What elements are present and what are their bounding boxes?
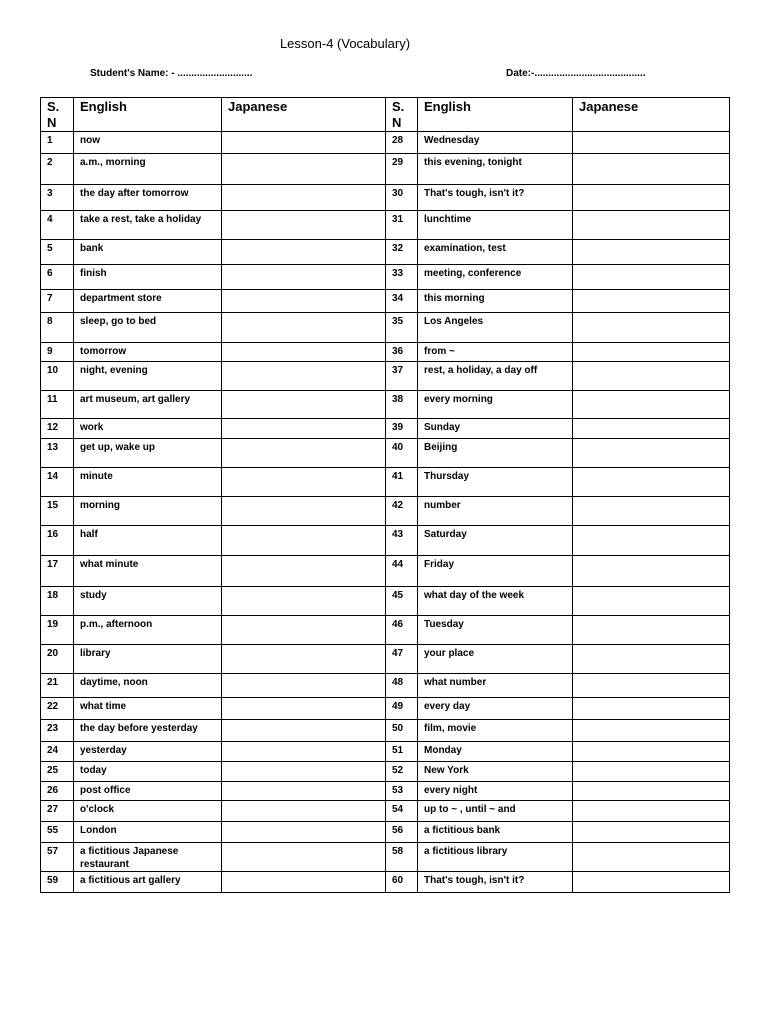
cell-english-2: New York <box>418 762 573 782</box>
column-header-sn-2: S. N <box>386 98 418 132</box>
table-row <box>41 343 730 362</box>
cell-sn-2: 38 <box>386 391 418 419</box>
cell-japanese[interactable] <box>222 698 386 720</box>
table-body <box>41 132 730 893</box>
cell-japanese[interactable] <box>222 556 386 587</box>
cell-sn: 8 <box>41 313 74 343</box>
table-row <box>41 674 730 698</box>
cell-japanese[interactable] <box>222 616 386 645</box>
table-row <box>41 801 730 822</box>
cell-sn: 22 <box>41 698 74 720</box>
cell-sn: 55 <box>41 822 74 843</box>
table-row <box>41 132 730 154</box>
cell-english: o'clock <box>74 801 222 822</box>
cell-sn-2: 34 <box>386 290 418 313</box>
cell-japanese-2[interactable] <box>573 782 730 801</box>
cell-sn-2: 28 <box>386 132 418 154</box>
cell-sn-2: 30 <box>386 185 418 211</box>
cell-sn-2: 54 <box>386 801 418 822</box>
cell-sn: 13 <box>41 439 74 468</box>
cell-japanese-2[interactable] <box>573 742 730 762</box>
cell-sn-2: 31 <box>386 211 418 240</box>
cell-sn: 20 <box>41 645 74 674</box>
cell-japanese[interactable] <box>222 872 386 893</box>
cell-japanese[interactable] <box>222 720 386 742</box>
table-row <box>41 526 730 556</box>
cell-english-2: up to ~ , until ~ and <box>418 801 573 822</box>
cell-english: post office <box>74 782 222 801</box>
cell-english: a.m., morning <box>74 154 222 185</box>
cell-japanese[interactable] <box>222 185 386 211</box>
cell-english-2: this morning <box>418 290 573 313</box>
cell-japanese-2[interactable] <box>573 822 730 843</box>
table-row <box>41 872 730 893</box>
cell-english-2: Sunday <box>418 419 573 439</box>
cell-japanese[interactable] <box>222 439 386 468</box>
table-row <box>41 616 730 645</box>
cell-japanese-2[interactable] <box>573 720 730 742</box>
cell-japanese[interactable] <box>222 497 386 526</box>
table-row <box>41 782 730 801</box>
cell-english: work <box>74 419 222 439</box>
table-row <box>41 556 730 587</box>
cell-sn-2: 49 <box>386 698 418 720</box>
cell-sn: 15 <box>41 497 74 526</box>
cell-sn: 2 <box>41 154 74 185</box>
cell-sn-2: 43 <box>386 526 418 556</box>
cell-english: today <box>74 762 222 782</box>
cell-japanese-2[interactable] <box>573 645 730 674</box>
cell-english-2: this evening, tonight <box>418 154 573 185</box>
cell-japanese-2[interactable] <box>573 362 730 391</box>
table-row <box>41 419 730 439</box>
cell-english-2: every morning <box>418 391 573 419</box>
cell-english: finish <box>74 265 222 290</box>
cell-english-2: Friday <box>418 556 573 587</box>
cell-sn: 26 <box>41 782 74 801</box>
table-row <box>41 290 730 313</box>
cell-japanese[interactable] <box>222 154 386 185</box>
cell-japanese-2[interactable] <box>573 290 730 313</box>
cell-english: get up, wake up <box>74 439 222 468</box>
cell-english-2: every day <box>418 698 573 720</box>
cell-english-2: rest, a holiday, a day off <box>418 362 573 391</box>
cell-english: art museum, art gallery <box>74 391 222 419</box>
cell-japanese-2[interactable] <box>573 265 730 290</box>
cell-japanese-2[interactable] <box>573 497 730 526</box>
cell-sn: 27 <box>41 801 74 822</box>
cell-japanese-2[interactable] <box>573 468 730 497</box>
cell-japanese-2[interactable] <box>573 698 730 720</box>
page-title: Lesson-4 (Vocabulary) <box>279 36 411 51</box>
cell-english: half <box>74 526 222 556</box>
cell-japanese-2[interactable] <box>573 762 730 782</box>
cell-english-2: Saturday <box>418 526 573 556</box>
cell-japanese-2[interactable] <box>573 439 730 468</box>
cell-japanese[interactable] <box>222 468 386 497</box>
cell-sn: 25 <box>41 762 74 782</box>
table-row <box>41 587 730 616</box>
cell-japanese[interactable] <box>222 762 386 782</box>
cell-sn-2: 44 <box>386 556 418 587</box>
cell-japanese-2[interactable] <box>573 211 730 240</box>
cell-english: p.m., afternoon <box>74 616 222 645</box>
cell-sn-2: 46 <box>386 616 418 645</box>
cell-english-2: a fictitious bank <box>418 822 573 843</box>
table-row <box>41 645 730 674</box>
cell-english: now <box>74 132 222 154</box>
cell-japanese[interactable] <box>222 782 386 801</box>
cell-english: night, evening <box>74 362 222 391</box>
cell-sn-2: 37 <box>386 362 418 391</box>
cell-english: the day before yesterday <box>74 720 222 742</box>
table-row <box>41 185 730 211</box>
cell-english-2: Beijing <box>418 439 573 468</box>
cell-english-2: That's tough, isn't it? <box>418 872 573 893</box>
cell-sn: 7 <box>41 290 74 313</box>
cell-japanese[interactable] <box>222 391 386 419</box>
column-header-japanese: Japanese <box>222 98 386 132</box>
table-row <box>41 391 730 419</box>
cell-english: bank <box>74 240 222 265</box>
cell-english-2: what number <box>418 674 573 698</box>
cell-english: library <box>74 645 222 674</box>
cell-japanese[interactable] <box>222 343 386 362</box>
cell-english: sleep, go to bed <box>74 313 222 343</box>
cell-sn-2: 47 <box>386 645 418 674</box>
cell-japanese[interactable] <box>222 290 386 313</box>
cell-japanese-2[interactable] <box>573 556 730 587</box>
cell-japanese[interactable] <box>222 240 386 265</box>
cell-japanese-2[interactable] <box>573 587 730 616</box>
cell-english-2: Wednesday <box>418 132 573 154</box>
cell-english-2: every night <box>418 782 573 801</box>
cell-sn-2: 51 <box>386 742 418 762</box>
cell-english-2: Los Angeles <box>418 313 573 343</box>
cell-sn-2: 53 <box>386 782 418 801</box>
student-name-field: Student's Name: - ........................... <box>90 68 253 79</box>
cell-sn-2: 60 <box>386 872 418 893</box>
cell-english-2: Thursday <box>418 468 573 497</box>
cell-sn: 12 <box>41 419 74 439</box>
cell-sn: 17 <box>41 556 74 587</box>
cell-sn-2: 35 <box>386 313 418 343</box>
table-row <box>41 211 730 240</box>
column-header-english: English <box>74 98 222 132</box>
cell-japanese-2[interactable] <box>573 185 730 211</box>
table-header-row <box>41 98 730 132</box>
cell-japanese-2[interactable] <box>573 240 730 265</box>
cell-english-2: from ~ <box>418 343 573 362</box>
cell-sn: 10 <box>41 362 74 391</box>
column-header-sn: S. N <box>41 98 74 132</box>
cell-english-2: meeting, conference <box>418 265 573 290</box>
cell-english: minute <box>74 468 222 497</box>
table-row <box>41 497 730 526</box>
cell-sn: 14 <box>41 468 74 497</box>
cell-sn-2: 42 <box>386 497 418 526</box>
cell-japanese-2[interactable] <box>573 616 730 645</box>
cell-japanese[interactable] <box>222 526 386 556</box>
table-row <box>41 843 730 872</box>
cell-japanese[interactable] <box>222 362 386 391</box>
cell-sn: 4 <box>41 211 74 240</box>
cell-english-2: your place <box>418 645 573 674</box>
cell-sn: 59 <box>41 872 74 893</box>
cell-japanese-2[interactable] <box>573 391 730 419</box>
column-header-japanese-2: Japanese <box>573 98 730 132</box>
cell-sn-2: 58 <box>386 843 418 872</box>
cell-sn: 3 <box>41 185 74 211</box>
cell-japanese-2[interactable] <box>573 674 730 698</box>
cell-japanese[interactable] <box>222 674 386 698</box>
table-row <box>41 698 730 720</box>
cell-japanese-2[interactable] <box>573 132 730 154</box>
cell-english: a fictitious art gallery <box>74 872 222 893</box>
cell-sn: 24 <box>41 742 74 762</box>
cell-english: tomorrow <box>74 343 222 362</box>
date-field: Date:-........................................ <box>506 68 646 79</box>
cell-english-2: Monday <box>418 742 573 762</box>
cell-sn: 21 <box>41 674 74 698</box>
table-row <box>41 822 730 843</box>
cell-english: department store <box>74 290 222 313</box>
table-row <box>41 468 730 497</box>
cell-english-2: film, movie <box>418 720 573 742</box>
cell-japanese-2[interactable] <box>573 801 730 822</box>
cell-sn: 1 <box>41 132 74 154</box>
cell-sn: 9 <box>41 343 74 362</box>
table-row <box>41 313 730 343</box>
cell-english: a fictitious Japanese restaurant <box>74 843 222 872</box>
cell-sn-2: 41 <box>386 468 418 497</box>
column-header-english-2: English <box>418 98 573 132</box>
cell-sn-2: 48 <box>386 674 418 698</box>
cell-japanese-2[interactable] <box>573 843 730 872</box>
cell-english: yesterday <box>74 742 222 762</box>
cell-sn: 18 <box>41 587 74 616</box>
cell-english-2: what day of the week <box>418 587 573 616</box>
cell-sn: 16 <box>41 526 74 556</box>
cell-english: take a rest, take a holiday <box>74 211 222 240</box>
cell-english-2: number <box>418 497 573 526</box>
cell-english: the day after tomorrow <box>74 185 222 211</box>
cell-english-2: lunchtime <box>418 211 573 240</box>
cell-english: study <box>74 587 222 616</box>
cell-japanese-2[interactable] <box>573 343 730 362</box>
table-row <box>41 742 730 762</box>
cell-japanese[interactable] <box>222 801 386 822</box>
cell-english: what time <box>74 698 222 720</box>
cell-english: morning <box>74 497 222 526</box>
cell-sn: 57 <box>41 843 74 872</box>
table-row <box>41 240 730 265</box>
cell-sn-2: 32 <box>386 240 418 265</box>
table-row <box>41 439 730 468</box>
cell-sn: 6 <box>41 265 74 290</box>
cell-sn-2: 36 <box>386 343 418 362</box>
table-row <box>41 762 730 782</box>
cell-sn: 5 <box>41 240 74 265</box>
cell-japanese-2[interactable] <box>573 419 730 439</box>
table-row <box>41 154 730 185</box>
cell-sn-2: 40 <box>386 439 418 468</box>
cell-japanese[interactable] <box>222 132 386 154</box>
cell-japanese-2[interactable] <box>573 154 730 185</box>
cell-japanese-2[interactable] <box>573 872 730 893</box>
cell-japanese[interactable] <box>222 822 386 843</box>
cell-japanese[interactable] <box>222 645 386 674</box>
cell-sn: 23 <box>41 720 74 742</box>
cell-japanese[interactable] <box>222 211 386 240</box>
cell-sn: 11 <box>41 391 74 419</box>
cell-sn-2: 39 <box>386 419 418 439</box>
cell-sn-2: 33 <box>386 265 418 290</box>
cell-english: London <box>74 822 222 843</box>
cell-japanese-2[interactable] <box>573 526 730 556</box>
cell-english: what minute <box>74 556 222 587</box>
cell-english-2: That's tough, isn't it? <box>418 185 573 211</box>
cell-japanese[interactable] <box>222 265 386 290</box>
table-row <box>41 362 730 391</box>
cell-sn-2: 50 <box>386 720 418 742</box>
cell-japanese[interactable] <box>222 742 386 762</box>
cell-sn-2: 52 <box>386 762 418 782</box>
cell-english-2: examination, test <box>418 240 573 265</box>
cell-japanese[interactable] <box>222 419 386 439</box>
cell-japanese[interactable] <box>222 843 386 872</box>
cell-english-2: Tuesday <box>418 616 573 645</box>
cell-sn: 19 <box>41 616 74 645</box>
table-row <box>41 265 730 290</box>
cell-sn-2: 45 <box>386 587 418 616</box>
table-row <box>41 720 730 742</box>
cell-sn-2: 29 <box>386 154 418 185</box>
cell-japanese-2[interactable] <box>573 313 730 343</box>
cell-sn-2: 56 <box>386 822 418 843</box>
cell-english-2: a fictitious library <box>418 843 573 872</box>
cell-japanese[interactable] <box>222 587 386 616</box>
vocabulary-table <box>40 97 730 893</box>
cell-japanese[interactable] <box>222 313 386 343</box>
cell-english: daytime, noon <box>74 674 222 698</box>
